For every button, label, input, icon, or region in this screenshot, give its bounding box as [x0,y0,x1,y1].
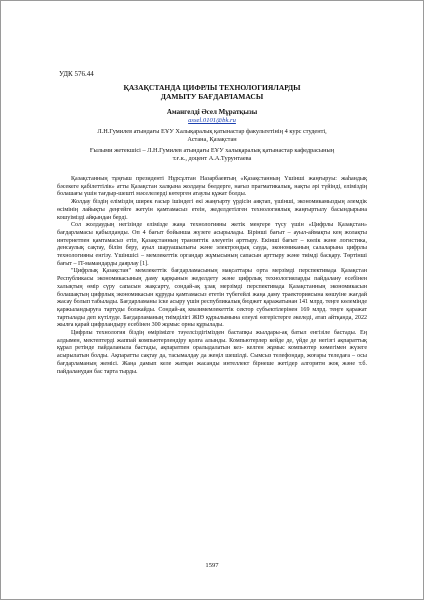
author-email[interactable]: assel.0101@bk.ru [188,117,236,124]
body-paragraph: Қазақстанның тұңғыш президенті Нұрсұлтан Назарбаевтың «Қазақстанның Үшінші жаңғыруы: жаһандық бәсекеге қабілеттілік» атты Қазақстан халқына жолдауы бөлдерге, нағыз прагматикалық, нақты әрі түйінді, еліміздің болашағы үшін тағдыр-шешті мәселелерді көтерген атаулы құжат болды. [57,176,367,198]
article-title [1,83,423,101]
affiliation-line-1: Л.Н.Гумилев атындағы ЕҰУ Халықаралық қатынастар факультетінің 4 курс студенті, [97,128,327,135]
affiliation-line-2: Астана, Қазақстан [187,136,237,144]
body-paragraph: "Цифрлық Қазақстан" мемлекеттік бағдарламасының мақсаттары орта мерзімді перспективада Қазақстан Республикасы экономикасының даму қарқынын жеделдету және цифрлық технологияларды пайдалану есебінен халықтың өмір сүру сапасын жақсарту, сондай-ақ ұзақ мерзімді перспективада Қазақстанның экономикасын болашақтың цифрлық экономикасын құруды қамтамасыз ететін түбегейлі жаңа даму траекториясына көшуіне жағдай жасау болып табылады. Бағдарламаны іске асыру үшін республикалық бюджет қаражатынан 141 млрд. теңге көлемінде қаржыландыруға тартуды болжайды. Сондай-ақ квазимемлекеттік сектор субъектілерінен 169 млрд. теңге қаражат тартылады деп күтілуде. Бағдарламаның тиімділігі ЖІӨ құрылымына елеулі өзгерістерге әкеледі, атап айтқанда, 2022 жылға қарай цифрландыру есебінен 300 жұмыс орны құрылады. [57,268,367,329]
article-body [57,176,367,376]
body-paragraph: Цифрлы технология біздің өміріміzге тәуелсіздігімізден бастапқы жылдары-ақ батыл енгізіле бастады. Ең алдымен, мектептерді жаппай компьютерлендіру қолға алынды. Компьютерлер кейде де, үйде де негізгі ақпараттық құрал ретінде пайдаланыла бастады, ақпаратпен оралыдалатын кез- келген жұмыс компьютер көмегімен жүзеге асырылатын болды. Ақпаратты сақтау да, тасымалдау да жеңіл шешілді. Сымсыз телефондар, жоғары теледаға – осы бағдарламаның жемісі. Жаңа дамып келе жатқан жасанды интеллект бірнеше жетідер алгоритм жоқ және т.б. пайдаланудан бас тарта тырды. [57,330,367,375]
udk-code: УДК 576.44 [59,70,94,78]
author-name: Амангелді Әсел Мұратқызы [166,108,258,116]
title-line-2: ДАМЫТУ БАҒДАРЛАМАСЫ [160,92,264,101]
advisor-line-2: т.ғ.к., доцент А.А.Турунтаева [172,155,252,163]
advisor-line-1: Ғылыми жетекшісі – Л.Н.Гумилев атындағы ЕҰУ халықаралық қатынастар кафедрасының [89,147,335,154]
author-affiliation [57,128,367,144]
page-number: 1597 [205,562,219,569]
title-line-1: ҚАЗАҚСТАНДА ЦИФРЛЫ ТЕХНОЛОГИЯЛАРДЫ [123,83,301,92]
scientific-advisor [57,147,367,163]
body-paragraph: Сол жолдаудың негізінде елімізде жаңа технологияны жетік меңгере түсу үшін «Цифрлы Қазақстан» бағдарламасы қабылданды. Оп 4 бағыт бойынша жүзеге асырылады. Біріншi бағыт – ауыл-аймақты кең жолақты интернетпен қамтамасыз етiп, Қазақстанның транзиттік әлеуетін арттыру. Екінші бағыт – көлік және логистика, денсаулық сақтау, білім беру, ауыл шаруашылығы және электрондық сауда, экономиканың салаларына цифрлы технологияны енгізу. Үшіншісі – мемлекеттік органдар жұмысының сапасын арттыру және тиімді басқару. Төртінші бағыт – IT-мамандарды даярлау [1]. [57,222,367,267]
body-paragraph: Жолдау біздің еліміздің ширек ғасыр ішіндегі екі жаңғырту үрдісін аяқтап, үшінші, экономикамыздың әлемдік өсімінің лайықты деңгейге жетуін қамтамасыз етеін, жеделдетілген технологиялық жаңғыртылу басындырына кошуімізді айқындан берді. [57,199,367,221]
